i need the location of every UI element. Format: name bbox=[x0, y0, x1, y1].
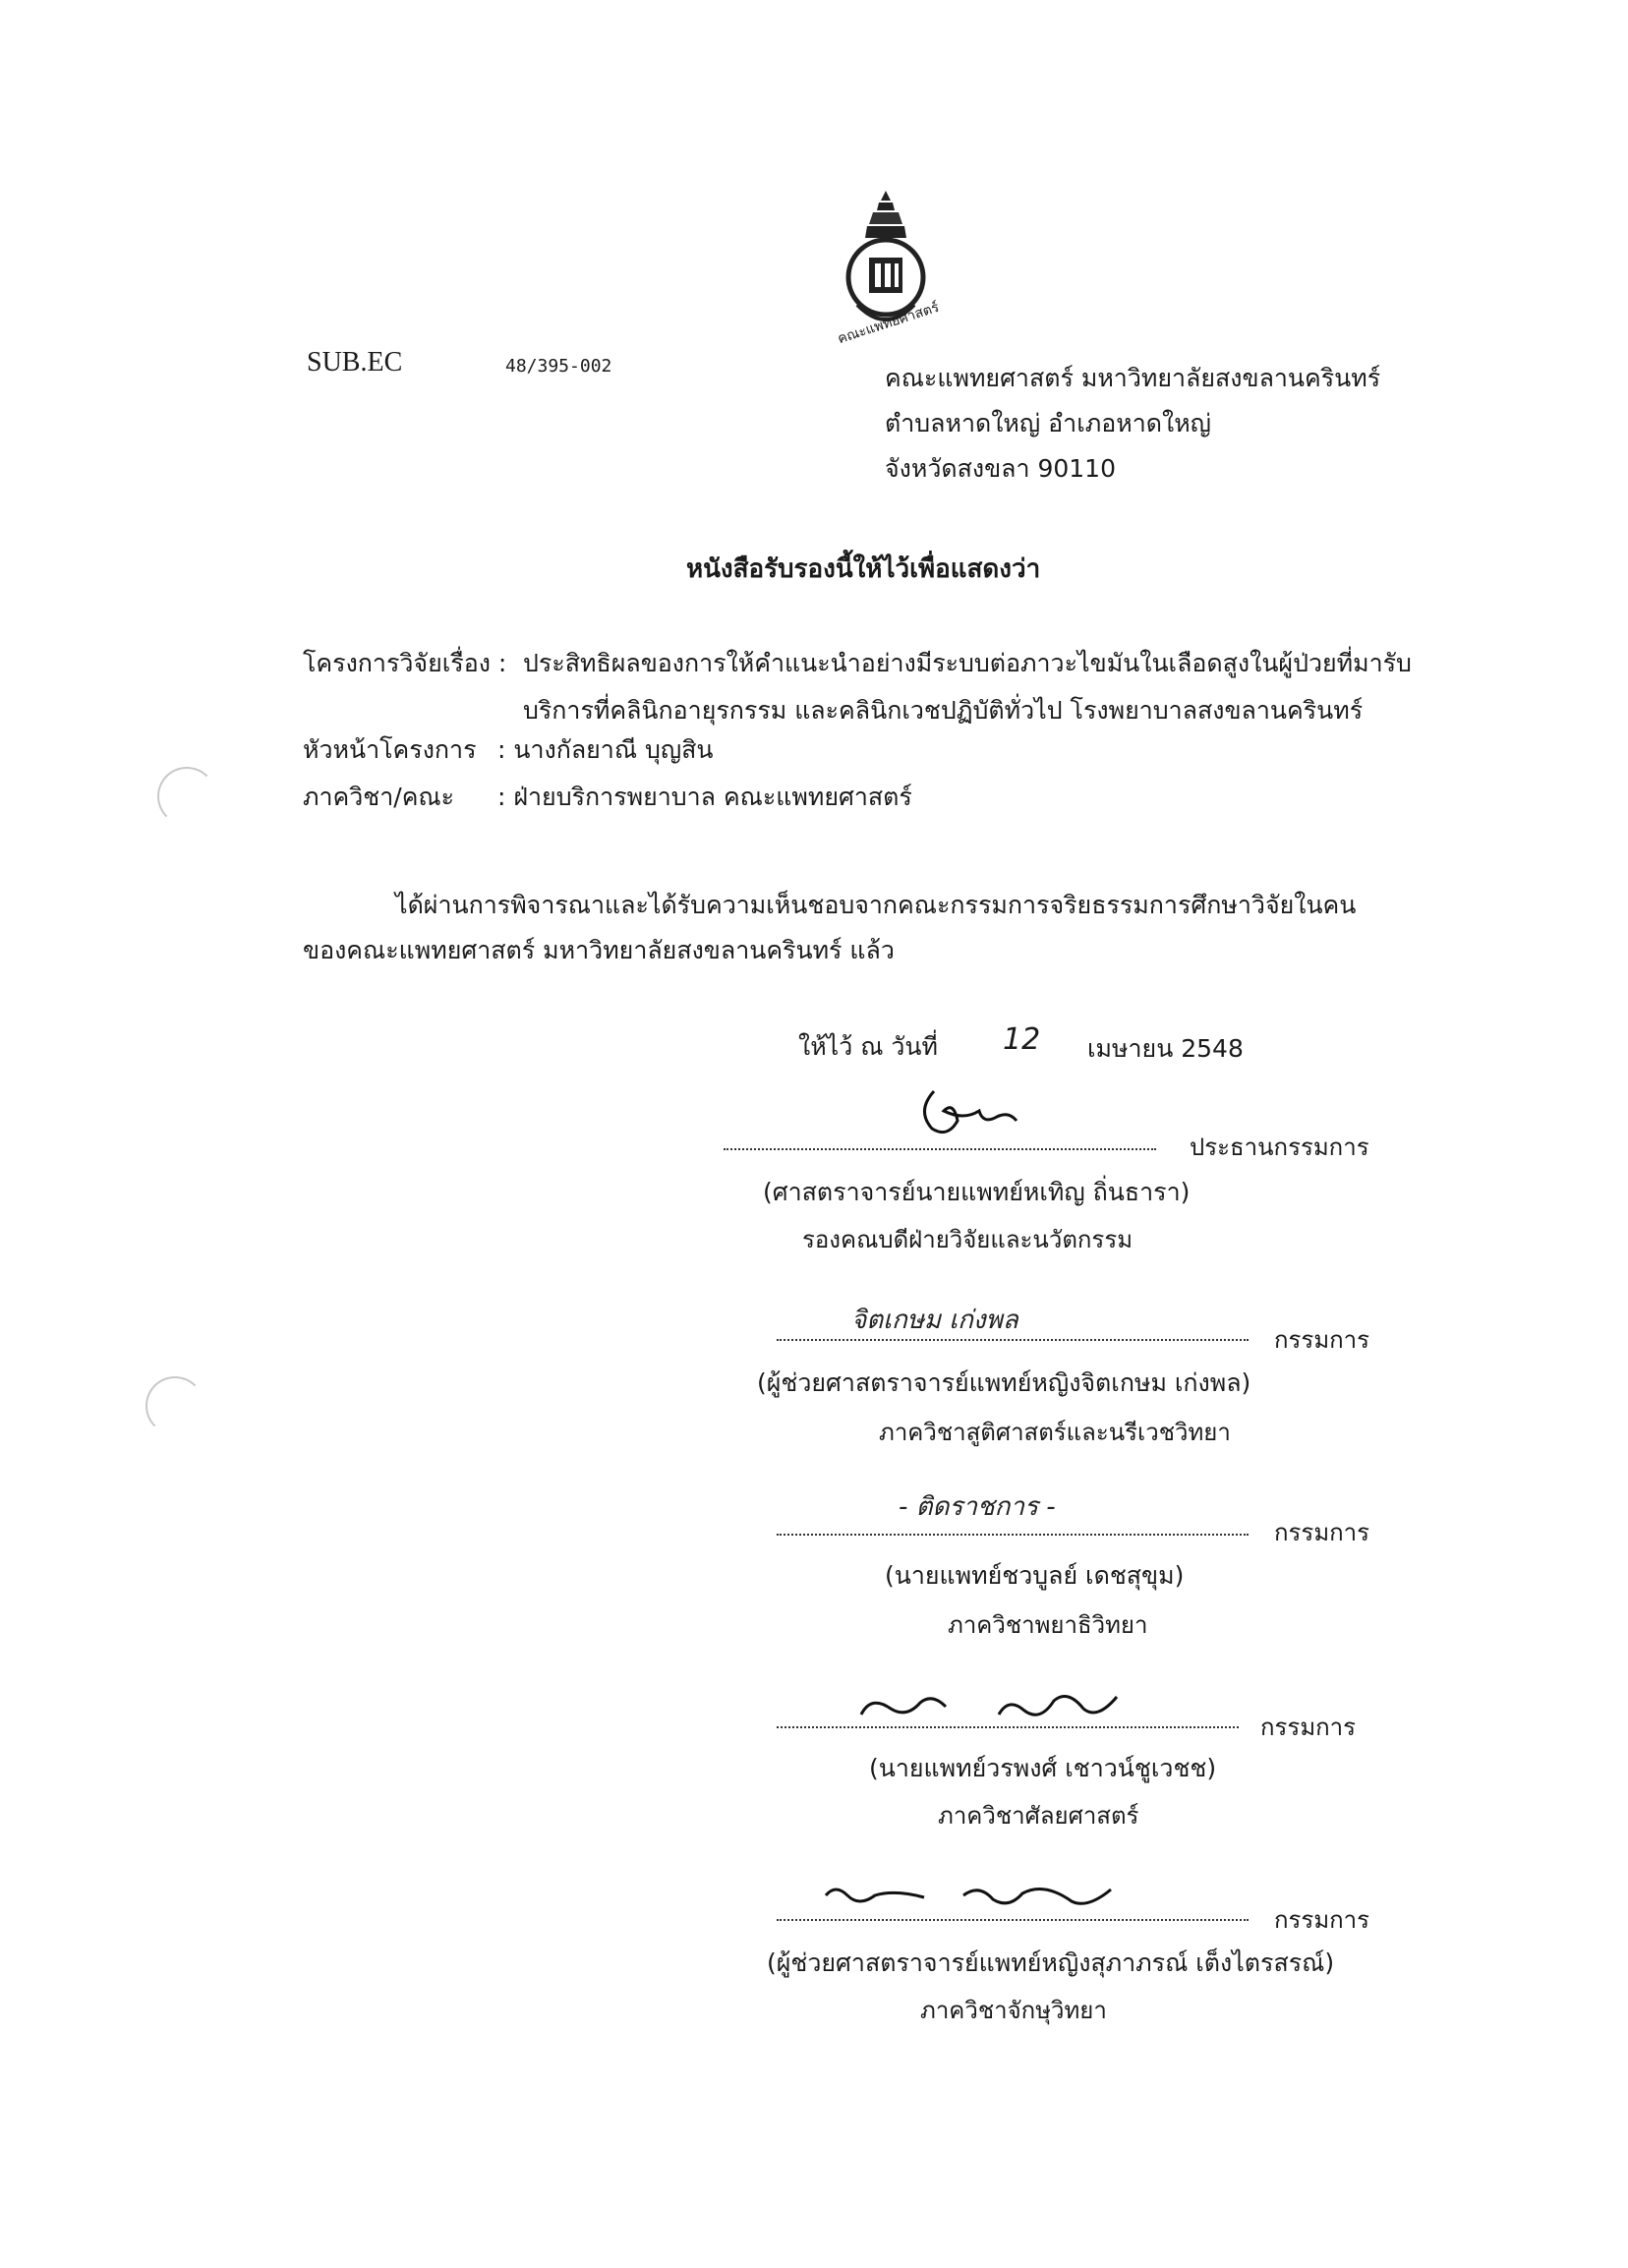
signatory-3-position: ภาควิชาพยาธิวิทยา bbox=[948, 1611, 1148, 1639]
signatory-2-role: กรรมการ bbox=[1274, 1326, 1370, 1354]
signature-line-1 bbox=[724, 1148, 1156, 1150]
signatory-5-position: ภาควิชาจักษุวิทยา bbox=[920, 1997, 1107, 2024]
address-line-3: จังหวัดสงขลา 90110 bbox=[885, 454, 1116, 483]
signature-line-3 bbox=[777, 1534, 1249, 1536]
signatory-5-role: กรรมการ bbox=[1274, 1906, 1370, 1934]
date-day-handwritten: 12 bbox=[1003, 1022, 1041, 1057]
project-head-label: หัวหน้าโครงการ bbox=[303, 735, 477, 764]
signatory-4-name: (นายแพทย์วรพงศ์ เชาวน์ชูเวชช) bbox=[869, 1754, 1217, 1782]
signatory-3-name: (นายแพทย์ชวบูลย์ เดชสุขุม) bbox=[885, 1561, 1185, 1590]
signatory-1-position: รองคณบดีฝ่ายวิจัยและนวัตกรรม bbox=[802, 1226, 1134, 1253]
address-line-1: คณะแพทยศาสตร์ มหาวิทยาลัยสงขลานครินทร์ bbox=[885, 364, 1381, 392]
project-label: โครงการวิจัยเรื่อง : bbox=[303, 649, 507, 677]
approval-line-2: ของคณะแพทยศาสตร์ มหาวิทยาลัยสงขลานครินทร์ แล้ว bbox=[303, 936, 895, 964]
signature-line-4 bbox=[777, 1726, 1239, 1728]
signatory-4-position: ภาควิชาศัลยศาสตร์ bbox=[938, 1802, 1139, 1830]
approval-line-1: ได้ผ่านการพิจารณาและได้รับความเห็นชอบจากคณะกรรมการจริยธรรมการศึกษาวิจัยในคน bbox=[395, 891, 1357, 919]
signatory-1-role: ประธานกรรมการ bbox=[1190, 1134, 1369, 1161]
faculty-seal bbox=[822, 187, 950, 348]
date-month-year: เมษายน 2548 bbox=[1087, 1034, 1244, 1063]
reference-number: 48/395-002 bbox=[505, 356, 612, 377]
signature-line-2 bbox=[777, 1339, 1249, 1341]
document-code: SUB.EC bbox=[307, 347, 403, 378]
signatory-3-role: กรรมการ bbox=[1274, 1519, 1370, 1546]
document-title: หนังสือรับรองนี้ให้ไว้เพื่อแสดงว่า bbox=[686, 554, 1041, 584]
punch-hole-top bbox=[157, 767, 216, 826]
signatory-2-name: (ผู้ช่วยศาสตราจารย์แพทย์หญิงจิตเกษม เก่งพล) bbox=[757, 1368, 1251, 1397]
signature-line-5 bbox=[777, 1919, 1249, 1921]
seal-text: คณะแพทยศาสตร์ bbox=[836, 299, 942, 348]
signature-chair bbox=[914, 1081, 1032, 1144]
date-prefix: ให้ไว้ ณ วันที่ bbox=[798, 1032, 938, 1061]
signature-member-3: - ติดราชการ - bbox=[899, 1492, 1056, 1522]
signatory-4-role: กรรมการ bbox=[1260, 1714, 1357, 1741]
signature-member-2: จิตเกษม เก่งพล bbox=[851, 1306, 1018, 1335]
department-value: : ฝ่ายบริการพยาบาล คณะแพทยศาสตร์ bbox=[497, 783, 912, 811]
project-title-line-2: บริการที่คลินิกอายุรกรรม และคลินิกเวชปฏิบัติทั่วไป โรงพยาบาลสงขลานครินทร์ bbox=[523, 696, 1364, 725]
punch-hole-bottom bbox=[145, 1376, 204, 1435]
address-line-2: ตำบลหาดใหญ่ อำเภอหาดใหญ่ bbox=[885, 409, 1211, 437]
project-title-line-1: ประสิทธิผลของการให้คำแนะนำอย่างมีระบบต่อภาวะไขมันในเลือดสูงในผู้ป่วยที่มารับ bbox=[523, 649, 1412, 677]
department-label: ภาควิชา/คณะ bbox=[303, 783, 455, 811]
project-head-value: : นางกัลยาณี บุญสิน bbox=[497, 735, 714, 764]
signatory-5-name: (ผู้ช่วยศาสตราจารย์แพทย์หญิงสุภาภรณ์ เต็งไตรสรณ์) bbox=[767, 1948, 1335, 1977]
signatory-1-name: (ศาสตราจารย์นายแพทย์หเทิญ ถิ่นธารา) bbox=[763, 1178, 1191, 1206]
signature-member-4 bbox=[851, 1675, 1166, 1738]
signatory-2-position: ภาควิชาสูติศาสตร์และนรีเวชวิทยา bbox=[879, 1419, 1231, 1446]
